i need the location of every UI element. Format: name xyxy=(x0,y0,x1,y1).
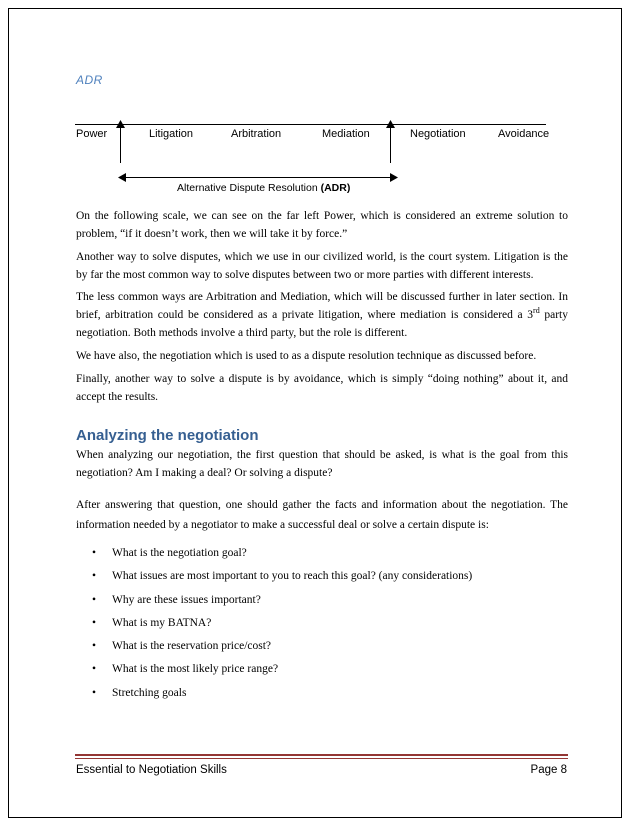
adr-range-label: Alternative Dispute Resolution (ADR) xyxy=(177,182,351,194)
footer-title: Essential to Negotiation Skills xyxy=(76,764,227,776)
paragraph-power: On the following scale, we can see on the far left Power, which is considered an extreme solution to problem, “if it doesn’t work, then we will take it by force.” xyxy=(76,210,568,240)
page-number: Page 8 xyxy=(530,764,567,776)
paragraph-negotiation: We have also, the negotiation which is used to as a dispute resolution technique as discussed before. xyxy=(76,350,537,362)
scale-label-negotiation: Negotiation xyxy=(410,128,466,140)
adr-heading: ADR xyxy=(76,73,103,87)
bullet-icon: • xyxy=(92,663,97,676)
arrowhead-right-icon xyxy=(390,173,398,182)
scale-label-litigation: Litigation xyxy=(149,128,194,140)
footer-rule xyxy=(75,754,568,756)
bullet-icon: • xyxy=(92,616,97,629)
bullet-icon: • xyxy=(92,686,97,699)
scale-label-power: Power xyxy=(76,128,108,140)
adr-range-line xyxy=(124,177,392,178)
scale-line xyxy=(75,124,546,125)
scale-marker-right xyxy=(390,124,391,163)
bullet-icon: • xyxy=(92,547,97,559)
scale-label-mediation: Mediation xyxy=(322,128,370,140)
bullet-icon: • xyxy=(92,593,97,606)
bullet-icon: • xyxy=(92,640,97,653)
list-item: • Stretching goals xyxy=(92,686,187,699)
paragraph-avoidance: Finally, another way to solve a dispute is by avoidance, which is simply “doing nothing” about it, and accept the results. xyxy=(76,373,568,403)
paragraph-goal-question: When analyzing our negotiation, the first question that should be asked, is what is the goal from this negotiation? Am I making a deal? Or solving a dispute? xyxy=(76,449,568,479)
scale-label-arbitration: Arbitration xyxy=(231,128,282,140)
scale-label-avoidance: Avoidance xyxy=(498,128,550,140)
paragraph-arbitration-mediation: The less common ways are Arbitration and Mediation, which will be discussed further in later section. In brief, arbitration could be considered as a private litigation, where mediation is considered a 3rd party negotiation. Both methods involve a third party, but the role is different. xyxy=(76,291,568,339)
list-item: • What is the most likely price range? xyxy=(92,663,279,676)
section-heading: Analyzing the negotiation xyxy=(76,427,259,444)
paragraph-gather-facts: After answering that question, one should gather the facts and information about the negotiation. The information needed by a negotiator to make a successful deal or solve a certain dispute is: xyxy=(76,499,568,531)
arrowhead-left-icon xyxy=(118,173,126,182)
list-item: • What is the negotiation goal? xyxy=(92,547,247,559)
arrowhead-up-left-icon xyxy=(116,120,125,128)
arrowhead-up-right-icon xyxy=(386,120,395,128)
information-bullet-list xyxy=(92,547,472,710)
list-item: • What issues are most important to you to reach this goal? (any considerations) xyxy=(92,570,473,583)
list-item: • What is the reservation price/cost? xyxy=(92,640,272,653)
bullet-icon: • xyxy=(92,570,97,583)
footer-rule-thin xyxy=(75,758,568,759)
list-item: • What is my BATNA? xyxy=(92,616,212,629)
paragraph-litigation: Another way to solve disputes, which we use in our civilized world, is the court system. Litigation is the by far the most common way to solve disputes between two or more parties with different interests. xyxy=(76,251,568,281)
list-item: • Why are these issues important? xyxy=(92,593,261,606)
scale-marker-left xyxy=(120,124,121,163)
